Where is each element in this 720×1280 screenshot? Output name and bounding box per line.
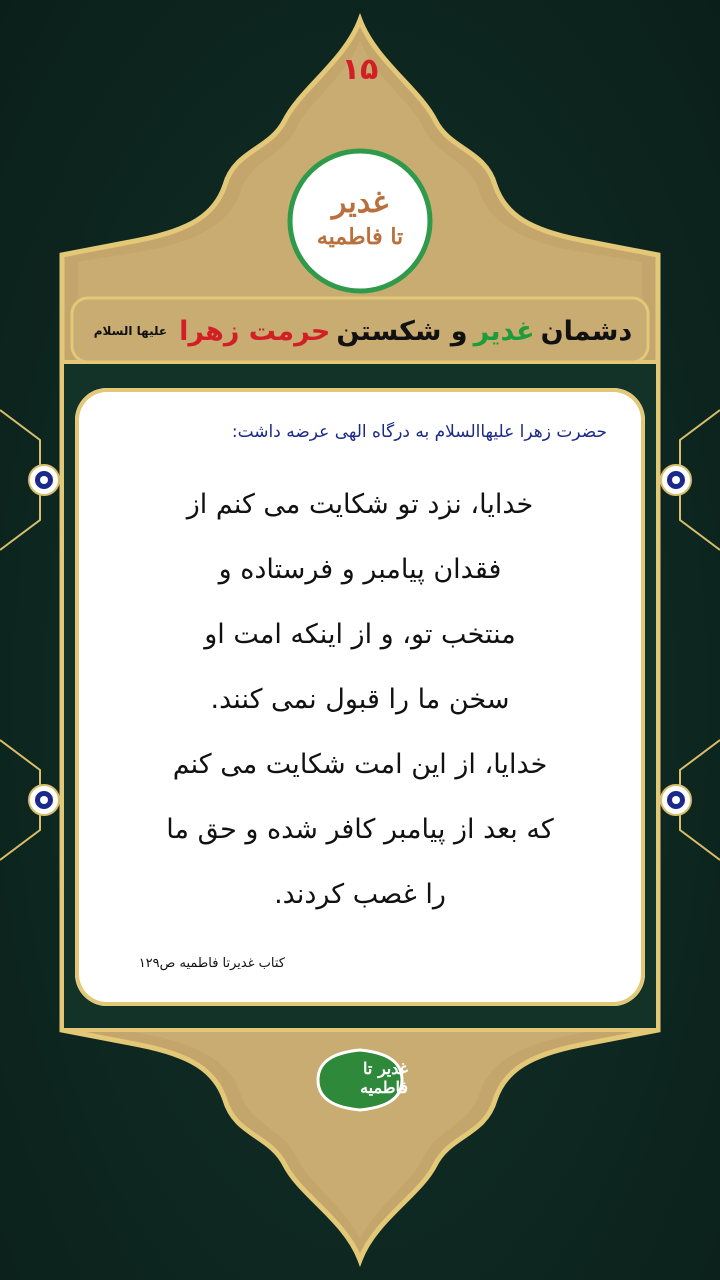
quote-body bbox=[110, 472, 610, 927]
bottom-emblem-text: غدیر تا فاطمیه bbox=[360, 1059, 408, 1097]
title-honorific: علیها السلام bbox=[93, 324, 168, 338]
title-part-4: حرمت زهرا bbox=[179, 315, 331, 347]
flower-ornament-icon bbox=[27, 463, 61, 497]
title-part-2: غدیر bbox=[473, 315, 535, 347]
logo-text bbox=[290, 167, 430, 273]
post-number-badge: ۱۵ bbox=[341, 52, 379, 87]
intro-text: حضرت زهرا علیهاالسلام به درگاه الهی عرضه داشت: bbox=[231, 422, 607, 442]
flower-ornament-icon bbox=[27, 783, 61, 817]
quote-panel bbox=[75, 388, 645, 1006]
logo-line-2: تا فاطمیه bbox=[316, 224, 404, 250]
bottom-emblem-icon bbox=[312, 1048, 408, 1108]
source-citation: کتاب غدیرتا فاطمیه ص۱۲۹ bbox=[138, 956, 285, 971]
quote-line: سخن ما را قبول نمی کنند. bbox=[210, 684, 510, 715]
quote-line: که بعد از پیامبر کافر شده و حق ما bbox=[166, 814, 554, 845]
quote-line: فقدان پیامبر و فرستاده و bbox=[218, 554, 502, 585]
title-part-1: دشمان bbox=[540, 315, 633, 347]
quote-line: منتخب تو، و از اینکه امت او bbox=[204, 619, 516, 650]
flower-ornament-icon bbox=[659, 463, 693, 497]
quote-line: خدایا، از این امت شکایت می کنم bbox=[172, 749, 548, 780]
title-part-3: و شکستن bbox=[336, 315, 468, 347]
logo-line-1: غدیر bbox=[331, 185, 389, 220]
quote-line: خدایا، نزد تو شکایت می کنم از bbox=[186, 489, 534, 520]
page-title bbox=[75, 302, 645, 360]
quote-line: را غصب کردند. bbox=[274, 879, 446, 910]
logo-emblem-icon bbox=[290, 167, 430, 273]
flower-ornament-icon bbox=[659, 783, 693, 817]
